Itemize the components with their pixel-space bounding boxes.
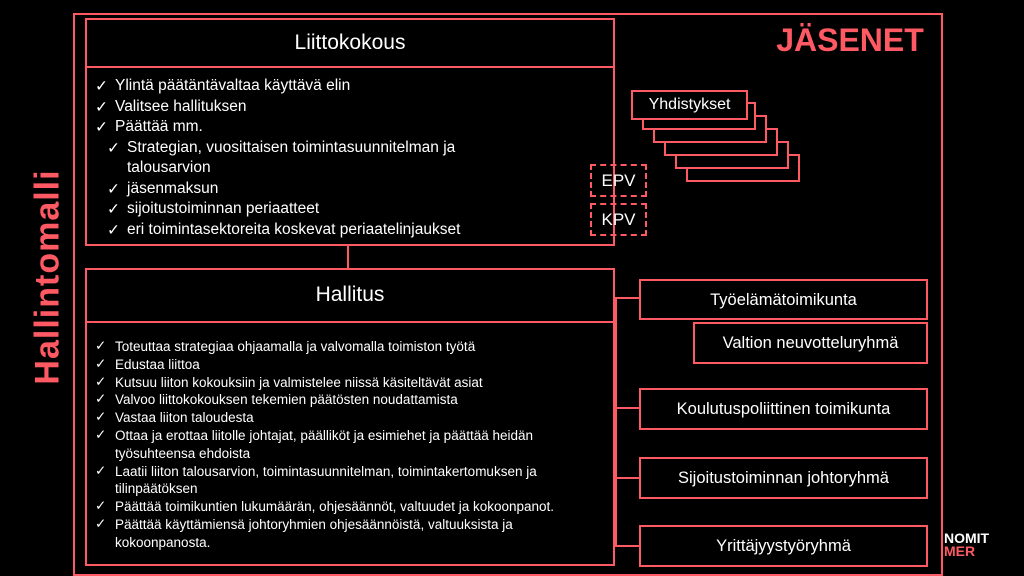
list-subitem: ✓ eri toimintasektoreita koskevat periaatelinjaukset xyxy=(91,220,613,241)
logo-line1: NOMIT xyxy=(944,530,990,546)
list-item: ✓ Ottaa ja erottaa liitolle johtajat, päälliköt ja esimiehet ja päättää heidän xyxy=(91,427,613,445)
list-subitem: ✓ Strategian, vuosittaisen toimintasuunnitelman ja xyxy=(91,138,613,159)
list-subitem: ✓ jäsenmaksun xyxy=(91,179,613,200)
list-item: ✓ Vastaa liiton taloudesta xyxy=(91,409,613,427)
hallitus-list xyxy=(87,338,613,552)
list-subitem-continuation: talousarvion xyxy=(127,159,211,176)
list-item: ✓ Edustaa liittoa xyxy=(91,356,613,374)
committee-tyoelamatoimikunta: Työelämätoimikunta xyxy=(639,279,928,320)
epv-box: EPV xyxy=(590,164,647,197)
committee-yrittajyystyoryhma: Yrittäjyystyöryhmä xyxy=(639,525,928,567)
hallitus-box xyxy=(85,268,615,566)
side-title xyxy=(0,0,67,576)
list-item: ✓ Päättää toimikuntien lukumäärän, ohjesäännöt, valtuudet ja kokoonpanot. xyxy=(91,498,613,516)
list-item: ✓ Laatii liiton talousarvion, toimintasuunnitelman, toimintakertomuksen ja xyxy=(91,463,613,481)
connector-line xyxy=(347,246,349,268)
members-title: JÄSENET xyxy=(776,22,924,58)
connector-line xyxy=(615,407,639,409)
committee-koulutuspoliittinen: Koulutuspoliittinen toimikunta xyxy=(639,388,928,430)
logo-line2: MER xyxy=(944,543,976,559)
list-item-continuation: tilinpäätöksen xyxy=(115,481,198,497)
list-item-continuation: kokoonpanosta. xyxy=(115,534,211,550)
connector-line xyxy=(615,477,639,479)
list-item: ✓ Valitsee hallituksen xyxy=(91,97,613,118)
list-item: ✓ Päättää käyttämiensä johtoryhmien ohjesäännöistä, valtuuksista ja xyxy=(91,516,613,534)
list-item: ✓ Valvoo liittokokouksen tekemien päätösten noudattamista xyxy=(91,391,613,409)
connector-line xyxy=(615,545,639,547)
connector-line xyxy=(615,297,639,299)
yhdistykset-box: Yhdistykset xyxy=(631,90,748,120)
list-item: ✓ Ylintä päätäntävaltaa käyttävä elin xyxy=(91,76,613,97)
side-title-text: Hallintomalli xyxy=(28,169,67,385)
liittokokous-title: Liittokokous xyxy=(87,20,613,68)
connector-line xyxy=(615,297,617,547)
list-subitem: ✓ sijoitustoiminnan periaatteet xyxy=(91,199,613,220)
list-item: ✓ Päättää mm. xyxy=(91,117,613,138)
liittokokous-list xyxy=(87,76,613,240)
kpv-box: KPV xyxy=(590,203,647,236)
list-item: ✓ Kutsuu liiton kokouksiin ja valmistelee niissä käsiteltävät asiat xyxy=(91,374,613,392)
liittokokous-box xyxy=(85,18,615,246)
hallitus-title: Hallitus xyxy=(87,270,613,323)
committee-sijoitustoiminnan: Sijoitustoiminnan johtoryhmä xyxy=(639,457,928,499)
nomitmer-logo xyxy=(944,532,1014,558)
committee-valtion-neuvotteluryhma: Valtion neuvotteluryhmä xyxy=(693,322,928,364)
list-item-continuation: työsuhteensa ehdoista xyxy=(115,445,251,461)
list-item: ✓ Toteuttaa strategiaa ohjaamalla ja valvomalla toimiston työtä xyxy=(91,338,613,356)
